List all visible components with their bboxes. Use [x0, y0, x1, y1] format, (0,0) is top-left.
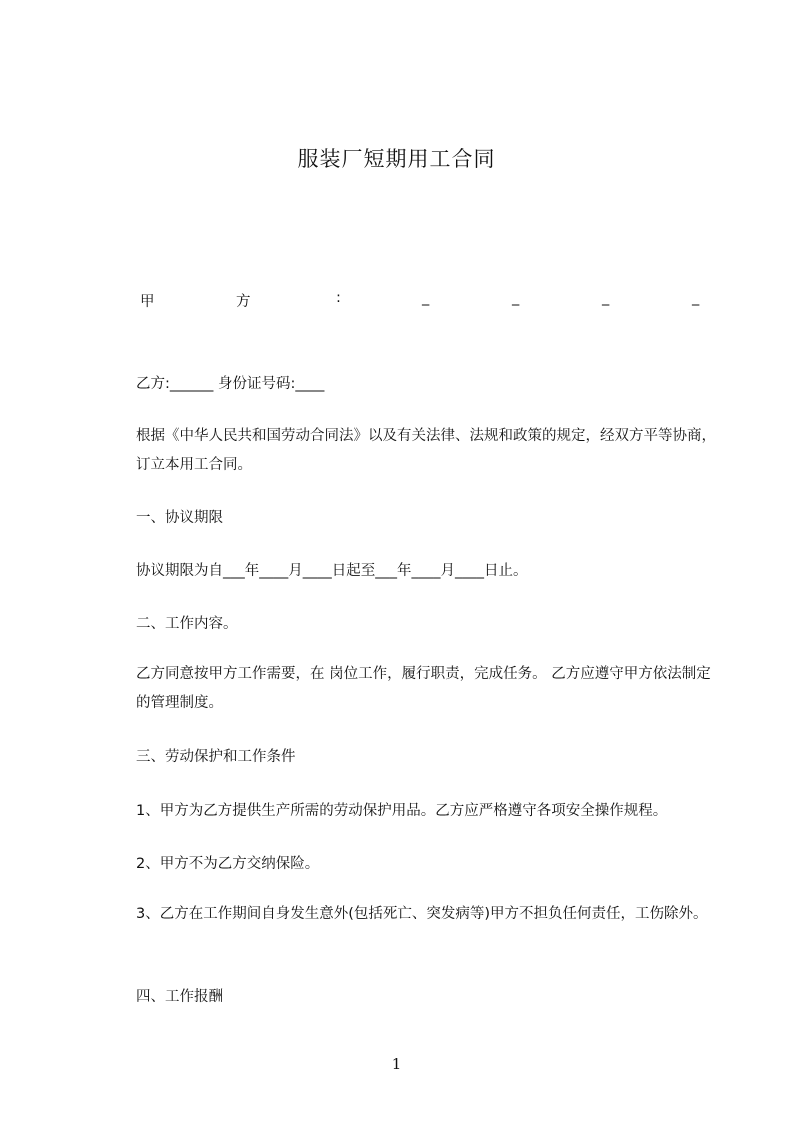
party-a-blank-4: _ — [692, 290, 700, 306]
section-2-heading: 二、工作内容。 — [136, 616, 238, 632]
section-3-item-1: 1、甲方为乙方提供生产所需的劳动保护用品。乙方应严格遵守各项安全操作规程。 — [136, 803, 668, 819]
document-title: 服装厂短期用工合同 — [297, 147, 496, 171]
page-number: 1 — [391, 1055, 402, 1073]
party-a-char-2: 方 — [236, 294, 251, 310]
section-3-item-3: 3、乙方在工作期间自身发生意外(包括死亡、突发病等)甲方不担负任何责任，工伤除外。 — [136, 906, 708, 922]
party-a-char-1: 甲 — [140, 294, 155, 310]
section-4-heading: 四、工作报酬 — [136, 989, 223, 1005]
party-a-line — [136, 290, 704, 314]
intro-paragraph: 根据《中华人民共和国劳动合同法》以及有关法律、法规和政策的规定，经双方平等协商，订立本用工合同。 — [136, 428, 716, 473]
party-a-blank-1: _ — [422, 290, 430, 306]
section-2-body: 乙方同意按甲方工作需要，在 岗位工作，履行职责，完成任务。 乙方应遵守甲方依法制定的管理制度。 — [136, 666, 711, 711]
section-1-body: 协议期限为自___年____月____日起至___年____月____日止。 — [136, 563, 528, 579]
party-a-blank-3: _ — [602, 290, 610, 306]
section-3-heading: 三、劳动保护和工作条件 — [136, 749, 296, 765]
party-a-colon: : — [336, 290, 341, 306]
section-1-heading: 一、协议期限 — [136, 510, 223, 526]
section-3-item-2: 2、甲方不为乙方交纳保险。 — [136, 856, 320, 872]
party-b-line: 乙方:______ 身份证号码:____ — [136, 376, 325, 392]
party-a-blank-2: _ — [512, 290, 520, 306]
